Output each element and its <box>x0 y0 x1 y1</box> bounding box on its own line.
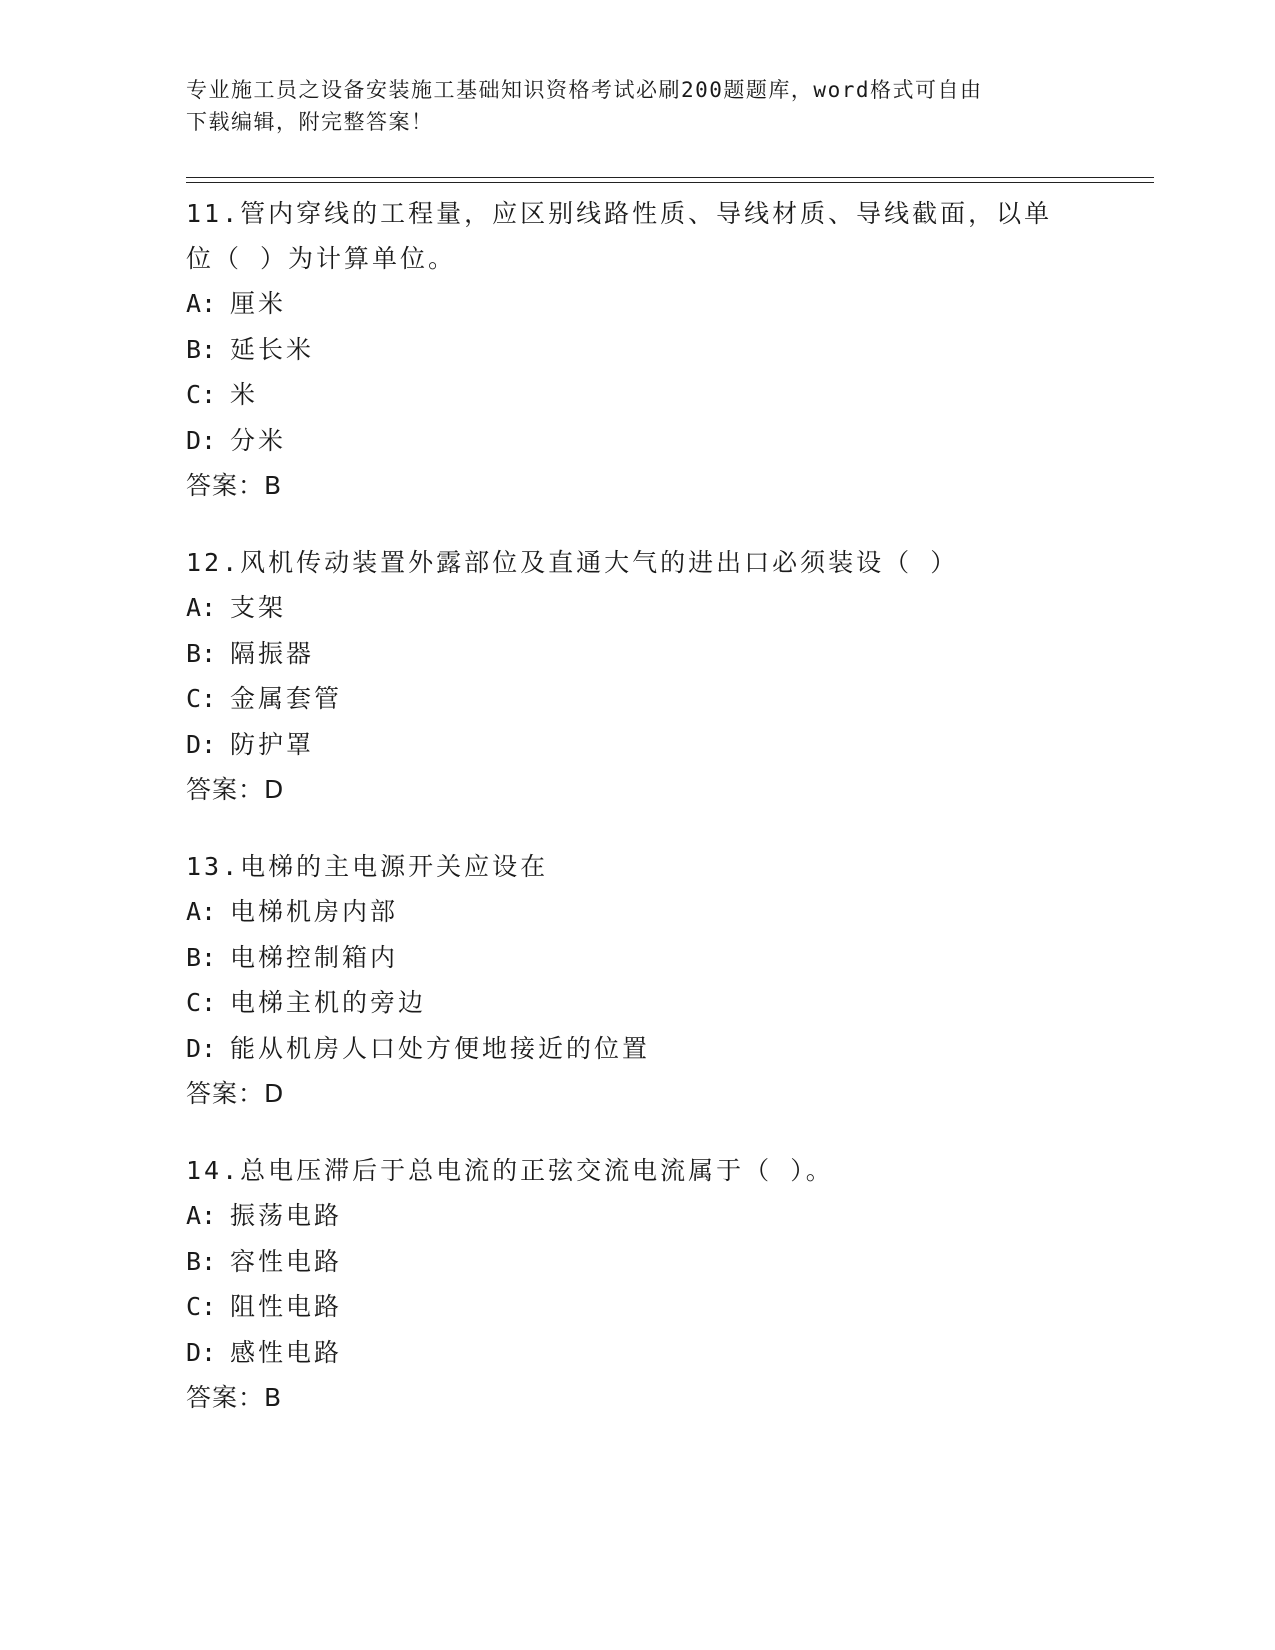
question-12 <box>186 540 1086 813</box>
option-text: 感性电路 <box>230 1337 343 1367</box>
header-line-2: 下载编辑，附完整答案！ <box>186 110 434 134</box>
option-key: A: <box>186 289 217 318</box>
answer-line: 答案：D <box>186 775 285 804</box>
question-13 <box>186 844 1086 1117</box>
option-text: 隔振器 <box>230 638 315 668</box>
option-key: D: <box>186 425 217 455</box>
option-d <box>186 1330 1086 1376</box>
option-b <box>186 631 1086 677</box>
document-header <box>186 74 1066 138</box>
option-text: 金属套管 <box>230 684 343 713</box>
header-divider-top <box>186 177 1154 178</box>
option-c <box>186 1284 1086 1330</box>
option-text: 振荡电路 <box>230 1201 343 1230</box>
question-stem-continued: 位（ ）为计算单位。 <box>186 244 457 273</box>
answer-line: 答案：D <box>186 1079 285 1108</box>
question-11 <box>186 191 1086 509</box>
header-line-1: 专业施工员之设备安装施工基础知识资格考试必刷200题题库，word格式可自由 <box>186 78 983 102</box>
option-text: 支架 <box>230 593 287 622</box>
option-a <box>186 281 1086 327</box>
option-key: B: <box>186 638 217 668</box>
question-stem: 13.电梯的主电源开关应设在 <box>186 852 549 881</box>
option-text: 能从机房人口处方便地接近的位置 <box>230 1033 651 1063</box>
option-a <box>186 1193 1086 1239</box>
option-key: B: <box>186 942 217 972</box>
option-text: 防护罩 <box>230 729 315 759</box>
option-b <box>186 935 1086 981</box>
question-list <box>186 191 1086 1452</box>
option-key: C: <box>186 988 217 1017</box>
option-key: C: <box>186 1292 217 1321</box>
option-text: 延长米 <box>230 334 315 364</box>
option-a <box>186 889 1086 935</box>
option-c <box>186 676 1086 722</box>
header-divider-bottom <box>186 182 1154 183</box>
option-text: 电梯主机的旁边 <box>230 988 427 1017</box>
option-text: 容性电路 <box>230 1246 343 1276</box>
option-text: 阻性电路 <box>230 1292 343 1321</box>
option-text: 电梯机房内部 <box>230 897 399 926</box>
option-key: C: <box>186 684 217 713</box>
answer-line: 答案：B <box>186 1383 283 1412</box>
option-key: D: <box>186 1033 217 1063</box>
option-text: 分米 <box>230 425 287 455</box>
option-key: D: <box>186 729 217 759</box>
question-stem: 14.总电压滞后于总电流的正弦交流电流属于（ ）。 <box>186 1156 834 1185</box>
option-text: 厘米 <box>230 289 287 318</box>
option-key: B: <box>186 1246 217 1276</box>
option-key: B: <box>186 334 217 364</box>
question-stem: 12.风机传动装置外露部位及直通大气的进出口必须装设（ ） <box>186 548 959 577</box>
option-a <box>186 585 1086 631</box>
option-d <box>186 1026 1086 1072</box>
option-d <box>186 418 1086 464</box>
question-14 <box>186 1148 1086 1421</box>
option-c <box>186 372 1086 418</box>
option-b <box>186 1239 1086 1285</box>
option-key: A: <box>186 897 217 926</box>
option-b <box>186 327 1086 373</box>
option-c <box>186 980 1086 1026</box>
option-key: C: <box>186 380 217 409</box>
option-key: A: <box>186 1201 217 1230</box>
option-d <box>186 722 1086 768</box>
option-text: 电梯控制箱内 <box>230 942 399 972</box>
answer-line: 答案：B <box>186 471 283 500</box>
option-text: 米 <box>230 380 259 409</box>
question-stem: 11.管内穿线的工程量，应区别线路性质、导线材质、导线截面，以单 <box>186 199 1053 228</box>
option-key: A: <box>186 593 217 622</box>
option-key: D: <box>186 1337 217 1367</box>
